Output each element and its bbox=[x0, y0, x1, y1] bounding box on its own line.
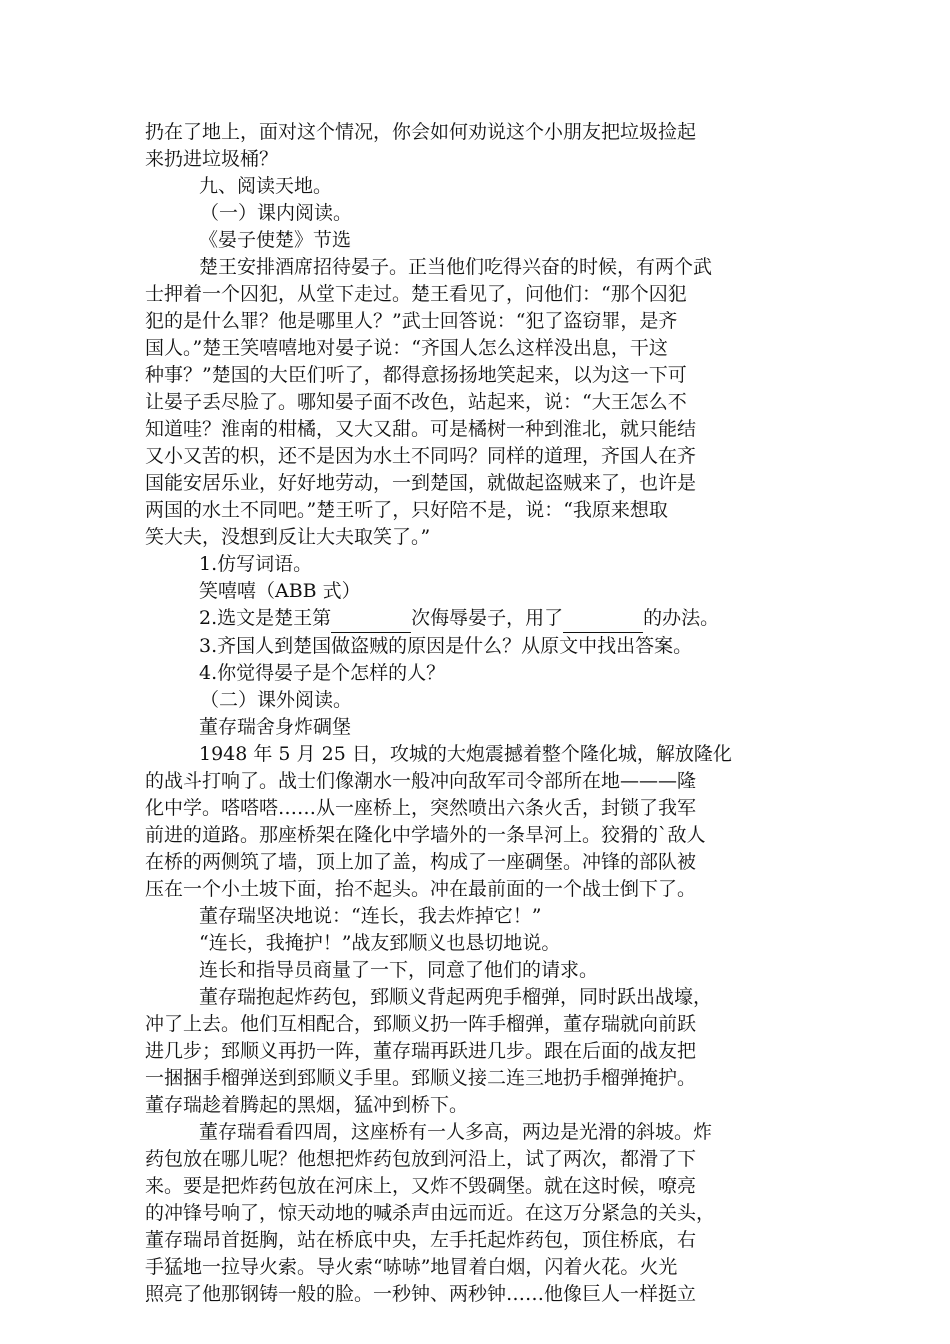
text-line: 药包放在哪儿呢？他想把炸药包放到河沿上，试了两次，都滑了下 bbox=[145, 1148, 697, 1170]
passage-1-title: 《晏子使楚》节选 bbox=[199, 229, 352, 251]
text-line: 在桥的两侧筑了墙，顶上加了盖，构成了一座碉堡。冲锋的部队被 bbox=[145, 851, 697, 873]
text-line: 笑大夫，没想到反让大夫取笑了。” bbox=[145, 526, 431, 548]
text-line: 董存瑞昂首挺胸，站在桥底中央，左手托起炸药包，顶住桥底，右 bbox=[145, 1229, 697, 1251]
text-line: 的冲锋号响了，惊天动地的喊杀声由远而近。在这万分紧急的关头， bbox=[145, 1202, 716, 1224]
answer-blank-1[interactable] bbox=[331, 605, 411, 633]
text-line: 扔在了地上，面对这个情况，你会如何劝说这个小朋友把垃圾捡起 bbox=[145, 121, 697, 143]
text-line: 一捆捆手榴弹送到郅顺义手里。郅顺义接二连三地扔手榴弹掩护。 bbox=[145, 1067, 697, 1089]
text-line: 又小又苦的枳，还不是因为水土不同吗？同样的道理，齐国人在齐 bbox=[145, 445, 697, 467]
text-line: 冲了上去。他们互相配合，郅顺义扔一阵手榴弹，董存瑞就向前跃 bbox=[145, 1013, 697, 1035]
text-line: 化中学。嗒嗒嗒……从一座桥上，突然喷出六条火舌，封锁了我军 bbox=[145, 797, 697, 819]
question-4: 4.你觉得晏子是个怎样的人？ bbox=[199, 662, 446, 684]
text-line: 董存瑞趁着腾起的黑烟，猛冲到桥下。 bbox=[145, 1094, 469, 1116]
text-line: 来。要是把炸药包放在河床上，又炸不毁碉堡。就在这时候，嘹亮 bbox=[145, 1175, 697, 1197]
text-line: 1948 年 5 月 25 日，攻城的大炮震撼着整个隆化城，解放隆化 bbox=[199, 743, 732, 765]
text-line: 士押着一个囚犯，从堂下走过。楚王看见了，问他们：“那个囚犯 bbox=[145, 283, 687, 305]
text-line: 手猛地一拉导火索。导火索“哧哧”地冒着白烟，闪着火花。火光 bbox=[145, 1256, 678, 1278]
text-line: 压在一个小土坡下面，抬不起头。冲在最前面的一个战士倒下了。 bbox=[145, 878, 697, 900]
question-2 bbox=[145, 605, 817, 633]
passage-2-paragraph-6 bbox=[145, 1119, 817, 1308]
question-3: 3.齐国人到楚国做盗贼的原因是什么？从原文中找出答案。 bbox=[199, 635, 693, 657]
text-line: 知道哇？淮南的柑橘，又大又甜。可是橘树一种到淮北，就只能结 bbox=[145, 418, 697, 440]
passage-2-title: 董存瑞舍身炸碉堡 bbox=[199, 716, 352, 738]
text-line: 进几步；郅顺义再扔一阵，董存瑞再跃进几步。跟在后面的战友把 bbox=[145, 1040, 697, 1062]
text-line: 来扔进垃圾桶？ bbox=[145, 148, 279, 170]
passage-2-paragraph-2: 董存瑞坚决地说：“连长，我去炸掉它！” bbox=[199, 905, 542, 927]
section-9-heading: 九、阅读天地。 bbox=[199, 175, 333, 197]
passage-1-paragraph bbox=[145, 254, 817, 551]
intro-paragraph bbox=[145, 119, 817, 173]
answer-blank-2[interactable] bbox=[563, 605, 643, 633]
passage-2-paragraph-3: “连长，我掩护！”战友郅顺义也恳切地说。 bbox=[199, 932, 561, 954]
question-2-text-c: 的办法。 bbox=[643, 607, 720, 629]
text-line: 种事？”楚国的大臣们听了，都得意扬扬地笑起来，以为这一下可 bbox=[145, 364, 687, 386]
question-2-text-b: 次侮辱晏子，用了 bbox=[411, 607, 564, 629]
text-line: 照亮了他那钢铸一般的脸。一秒钟、两秒钟……他像巨人一样挺立 bbox=[145, 1283, 697, 1305]
text-line: 国人。”楚王笑嘻嘻地对晏子说：“齐国人怎么这样没出息，干这 bbox=[145, 337, 668, 359]
text-line: 前进的道路。那座桥架在隆化中学墙外的一条旱河上。狡猾的`敌人 bbox=[145, 824, 706, 846]
text-line: 楚王安排酒席招待晏子。正当他们吃得兴奋的时候，有两个武 bbox=[199, 256, 713, 278]
part-1-heading: （一）课内阅读。 bbox=[200, 202, 353, 224]
text-line: 的战斗打响了。战士们像潮水一般冲向敌军司令部所在地———隆 bbox=[145, 770, 697, 792]
text-line: 两国的水土不同吧。”楚王听了，只好陪不是，说：“我原来想取 bbox=[145, 499, 668, 521]
passage-2-paragraph-4: 连长和指导员商量了一下，同意了他们的请求。 bbox=[199, 959, 599, 981]
document-page bbox=[145, 119, 817, 1308]
passage-2-paragraph-5 bbox=[145, 984, 817, 1119]
text-line: 让晏子丢尽脸了。哪知晏子面不改色，站起来，说：“大王怎么不 bbox=[145, 391, 687, 413]
part-2-heading: （二）课外阅读。 bbox=[200, 689, 353, 711]
text-line: 董存瑞看看四周，这座桥有一人多高，两边是光滑的斜坡。炸 bbox=[199, 1121, 713, 1143]
text-line: 犯的是什么罪？他是哪里人？”武士回答说：“犯了盗窃罪，是齐 bbox=[145, 310, 678, 332]
passage-2-paragraph-1 bbox=[145, 741, 817, 903]
question-2-text-a: 2.选文是楚王第 bbox=[199, 607, 332, 629]
question-1: 1.仿写词语。 bbox=[199, 553, 313, 575]
question-1-example: 笑嘻嘻（ABB 式） bbox=[199, 580, 361, 602]
text-line: 国能安居乐业，好好地劳动，一到楚国，就做起盗贼来了，也许是 bbox=[145, 472, 697, 494]
text-line: 董存瑞抱起炸药包，郅顺义背起两兜手榴弹，同时跃出战壕， bbox=[199, 986, 713, 1008]
